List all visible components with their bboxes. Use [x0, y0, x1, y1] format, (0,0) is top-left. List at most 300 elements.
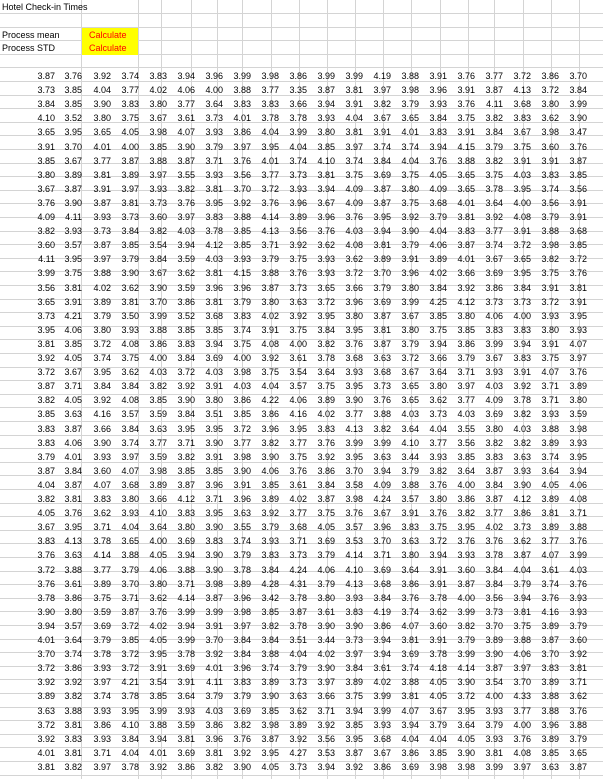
data-cell[interactable]: 3.88	[541, 424, 559, 434]
data-cell[interactable]: 3.98	[541, 127, 559, 137]
data-cell[interactable]: 3.64	[317, 367, 335, 377]
data-cell[interactable]: 3.94	[177, 71, 195, 81]
data-cell[interactable]: 3.82	[37, 494, 55, 504]
data-cell[interactable]: 3.87	[93, 240, 111, 250]
data-cell[interactable]: 3.71	[205, 494, 223, 504]
data-cell[interactable]: 3.99	[345, 71, 363, 81]
data-cell[interactable]: 3.73	[289, 677, 307, 687]
data-cell[interactable]: 3.68	[345, 353, 363, 363]
data-cell[interactable]: 3.85	[64, 99, 82, 109]
data-cell[interactable]: 4.31	[289, 579, 307, 589]
data-cell[interactable]: 4.02	[373, 677, 391, 687]
data-cell[interactable]: 3.77	[121, 85, 139, 95]
data-cell[interactable]: 3.56	[457, 438, 475, 448]
data-cell[interactable]: 3.85	[457, 325, 475, 335]
data-cell[interactable]: 4.13	[345, 424, 363, 434]
data-cell[interactable]: 3.99	[205, 607, 223, 617]
data-cell[interactable]: 3.79	[37, 452, 55, 462]
data-cell[interactable]: 3.56	[37, 283, 55, 293]
data-cell[interactable]: 3.87	[569, 762, 587, 772]
data-cell[interactable]: 3.82	[37, 226, 55, 236]
data-cell[interactable]: 3.76	[64, 71, 82, 81]
data-cell[interactable]: 3.76	[37, 198, 55, 208]
data-cell[interactable]: 3.69	[401, 649, 419, 659]
data-cell[interactable]: 3.92	[345, 762, 363, 772]
data-cell[interactable]: 3.81	[569, 663, 587, 673]
data-cell[interactable]: 3.86	[457, 494, 475, 504]
data-cell[interactable]: 3.77	[485, 508, 503, 518]
data-cell[interactable]: 3.90	[401, 226, 419, 236]
data-cell[interactable]: 4.04	[93, 85, 111, 95]
data-cell[interactable]: 3.70	[37, 649, 55, 659]
data-cell[interactable]: 4.05	[429, 677, 447, 687]
data-cell[interactable]: 3.80	[457, 311, 475, 321]
data-cell[interactable]: 3.82	[485, 113, 503, 123]
data-cell[interactable]: 3.56	[485, 593, 503, 603]
data-cell[interactable]: 3.91	[261, 325, 279, 335]
data-cell[interactable]: 3.67	[401, 367, 419, 377]
data-cell[interactable]: 3.85	[205, 466, 223, 476]
data-cell[interactable]: 3.91	[569, 198, 587, 208]
data-cell[interactable]: 4.15	[457, 142, 475, 152]
data-cell[interactable]: 3.92	[177, 381, 195, 391]
data-cell[interactable]: 3.84	[121, 381, 139, 391]
data-cell[interactable]: 3.85	[569, 170, 587, 180]
data-cell[interactable]: 3.97	[513, 663, 531, 673]
data-cell[interactable]: 3.72	[261, 184, 279, 194]
data-cell[interactable]: 3.78	[177, 649, 195, 659]
data-cell[interactable]: 3.80	[149, 579, 167, 589]
data-cell[interactable]: 3.82	[373, 99, 391, 109]
data-cell[interactable]: 3.83	[37, 536, 55, 546]
data-cell[interactable]: 3.86	[401, 748, 419, 758]
data-cell[interactable]: 3.83	[233, 311, 251, 321]
data-cell[interactable]: 3.80	[317, 127, 335, 137]
data-cell[interactable]: 3.69	[177, 663, 195, 673]
data-cell[interactable]: 4.03	[233, 381, 251, 391]
data-cell[interactable]: 3.86	[373, 621, 391, 631]
data-cell[interactable]: 3.70	[233, 184, 251, 194]
data-cell[interactable]: 3.66	[289, 99, 307, 109]
data-cell[interactable]: 3.93	[121, 508, 139, 518]
data-cell[interactable]: 3.94	[429, 142, 447, 152]
data-cell[interactable]: 3.70	[149, 297, 167, 307]
data-cell[interactable]: 3.86	[149, 339, 167, 349]
data-cell[interactable]: 3.82	[205, 762, 223, 772]
data-cell[interactable]: 3.65	[569, 748, 587, 758]
data-cell[interactable]: 3.91	[345, 99, 363, 109]
data-cell[interactable]: 3.73	[121, 212, 139, 222]
data-cell[interactable]: 4.07	[93, 480, 111, 490]
data-cell[interactable]: 3.82	[457, 508, 475, 518]
data-cell[interactable]: 3.81	[177, 734, 195, 744]
data-cell[interactable]: 3.67	[149, 268, 167, 278]
data-cell[interactable]: 3.92	[569, 649, 587, 659]
data-cell[interactable]: 3.86	[64, 663, 82, 673]
data-cell[interactable]: 3.94	[205, 339, 223, 349]
data-cell[interactable]: 3.63	[289, 297, 307, 307]
data-cell[interactable]: 3.90	[261, 452, 279, 462]
data-cell[interactable]: 3.81	[93, 170, 111, 180]
data-cell[interactable]: 4.01	[205, 663, 223, 673]
data-cell[interactable]: 4.09	[429, 184, 447, 194]
data-cell[interactable]: 4.06	[289, 395, 307, 405]
data-cell[interactable]: 3.88	[93, 268, 111, 278]
data-cell[interactable]: 3.90	[121, 268, 139, 278]
data-cell[interactable]: 3.72	[569, 254, 587, 264]
data-cell[interactable]: 3.99	[149, 311, 167, 321]
data-cell[interactable]: 3.90	[177, 395, 195, 405]
data-cell[interactable]: 3.99	[177, 635, 195, 645]
data-cell[interactable]: 3.92	[317, 452, 335, 462]
data-cell[interactable]: 3.87	[64, 480, 82, 490]
data-cell[interactable]: 3.67	[373, 113, 391, 123]
data-cell[interactable]: 3.99	[485, 339, 503, 349]
data-cell[interactable]: 3.69	[373, 565, 391, 575]
data-cell[interactable]: 3.70	[541, 649, 559, 659]
data-cell[interactable]: 3.78	[93, 536, 111, 546]
data-cell[interactable]: 3.75	[513, 142, 531, 152]
data-cell[interactable]: 3.79	[233, 691, 251, 701]
data-cell[interactable]: 3.96	[541, 720, 559, 730]
data-cell[interactable]: 3.67	[37, 184, 55, 194]
data-cell[interactable]: 3.88	[233, 212, 251, 222]
data-cell[interactable]: 3.74	[541, 579, 559, 589]
data-cell[interactable]: 3.77	[149, 438, 167, 448]
data-cell[interactable]: 3.95	[345, 452, 363, 462]
data-cell[interactable]: 3.68	[373, 579, 391, 589]
data-cell[interactable]: 3.85	[569, 240, 587, 250]
data-cell[interactable]: 3.81	[457, 212, 475, 222]
data-cell[interactable]: 3.91	[429, 579, 447, 589]
data-cell[interactable]: 3.87	[485, 494, 503, 504]
data-cell[interactable]: 3.96	[233, 494, 251, 504]
data-cell[interactable]: 3.64	[64, 635, 82, 645]
data-cell[interactable]: 3.73	[289, 550, 307, 560]
data-cell[interactable]: 4.04	[429, 424, 447, 434]
data-cell[interactable]: 3.56	[289, 226, 307, 236]
data-cell[interactable]: 3.67	[317, 198, 335, 208]
data-cell[interactable]: 3.97	[93, 762, 111, 772]
data-cell[interactable]: 3.73	[149, 198, 167, 208]
data-cell[interactable]: 3.72	[233, 424, 251, 434]
data-cell[interactable]: 3.79	[261, 254, 279, 264]
data-cell[interactable]: 3.79	[429, 212, 447, 222]
data-cell[interactable]: 3.92	[93, 71, 111, 81]
data-cell[interactable]: 3.66	[457, 268, 475, 278]
data-cell[interactable]: 3.62	[93, 508, 111, 518]
data-cell[interactable]: 4.06	[317, 565, 335, 575]
data-cell[interactable]: 3.91	[373, 127, 391, 137]
data-cell[interactable]: 3.83	[541, 663, 559, 673]
data-cell[interactable]: 3.91	[429, 71, 447, 81]
data-cell[interactable]: 3.90	[177, 142, 195, 152]
data-cell[interactable]: 3.80	[569, 395, 587, 405]
data-cell[interactable]: 3.98	[345, 494, 363, 504]
data-cell[interactable]: 4.03	[513, 424, 531, 434]
data-cell[interactable]: 3.60	[37, 240, 55, 250]
data-cell[interactable]: 3.77	[289, 438, 307, 448]
data-cell[interactable]: 3.63	[64, 409, 82, 419]
data-cell[interactable]: 3.70	[513, 677, 531, 687]
data-cell[interactable]: 3.99	[373, 706, 391, 716]
data-cell[interactable]: 3.81	[64, 494, 82, 504]
data-cell[interactable]: 3.98	[457, 762, 475, 772]
data-cell[interactable]: 3.80	[261, 297, 279, 307]
data-cell[interactable]: 3.81	[345, 85, 363, 95]
data-cell[interactable]: 3.85	[149, 142, 167, 152]
data-cell[interactable]: 3.83	[121, 99, 139, 109]
data-cell[interactable]: 3.68	[513, 99, 531, 109]
data-cell[interactable]: 4.03	[345, 226, 363, 236]
data-cell[interactable]: 3.80	[317, 593, 335, 603]
data-cell[interactable]: 3.79	[121, 254, 139, 264]
data-cell[interactable]: 3.93	[233, 254, 251, 264]
data-cell[interactable]: 3.84	[64, 466, 82, 476]
data-cell[interactable]: 3.67	[373, 748, 391, 758]
data-cell[interactable]: 3.47	[569, 127, 587, 137]
data-cell[interactable]: 3.81	[205, 268, 223, 278]
data-cell[interactable]: 3.64	[401, 424, 419, 434]
data-cell[interactable]: 4.08	[121, 395, 139, 405]
data-cell[interactable]: 3.53	[317, 748, 335, 758]
data-cell[interactable]: 3.77	[261, 170, 279, 180]
data-cell[interactable]: 3.82	[317, 339, 335, 349]
data-cell[interactable]: 3.99	[373, 438, 391, 448]
data-cell[interactable]: 3.35	[289, 85, 307, 95]
data-cell[interactable]: 3.78	[485, 550, 503, 560]
data-cell[interactable]: 4.03	[569, 565, 587, 575]
data-cell[interactable]: 3.68	[373, 367, 391, 377]
data-cell[interactable]: 3.74	[373, 142, 391, 152]
data-cell[interactable]: 4.08	[121, 339, 139, 349]
data-cell[interactable]: 4.01	[93, 142, 111, 152]
data-cell[interactable]: 3.88	[261, 268, 279, 278]
data-cell[interactable]: 3.79	[541, 212, 559, 222]
data-cell[interactable]: 3.93	[205, 170, 223, 180]
data-cell[interactable]: 3.71	[317, 706, 335, 716]
data-cell[interactable]: 3.81	[485, 748, 503, 758]
data-cell[interactable]: 3.95	[345, 381, 363, 391]
data-cell[interactable]: 3.71	[177, 579, 195, 589]
data-cell[interactable]: 3.75	[317, 508, 335, 518]
data-cell[interactable]: 3.85	[233, 226, 251, 236]
data-cell[interactable]: 3.91	[429, 635, 447, 645]
data-cell[interactable]: 3.65	[401, 381, 419, 391]
data-cell[interactable]: 4.04	[513, 565, 531, 575]
data-cell[interactable]: 3.84	[429, 113, 447, 123]
data-cell[interactable]: 3.60	[93, 466, 111, 476]
data-cell[interactable]: 3.87	[569, 156, 587, 166]
data-cell[interactable]: 3.79	[205, 691, 223, 701]
data-cell[interactable]: 3.76	[401, 593, 419, 603]
data-cell[interactable]: 3.72	[37, 367, 55, 377]
data-cell[interactable]: 3.93	[373, 720, 391, 730]
data-cell[interactable]: 4.27	[289, 748, 307, 758]
data-cell[interactable]: 3.98	[569, 424, 587, 434]
data-cell[interactable]: 3.91	[541, 156, 559, 166]
data-cell[interactable]: 3.88	[261, 649, 279, 659]
data-cell[interactable]: 3.87	[317, 85, 335, 95]
data-cell[interactable]: 3.91	[457, 85, 475, 95]
data-cell[interactable]: 3.95	[513, 184, 531, 194]
data-cell[interactable]: 3.97	[149, 170, 167, 180]
data-cell[interactable]: 3.90	[205, 550, 223, 560]
data-cell[interactable]: 3.69	[93, 621, 111, 631]
data-cell[interactable]: 3.88	[457, 156, 475, 166]
data-cell[interactable]: 4.07	[541, 367, 559, 377]
data-cell[interactable]: 3.89	[93, 297, 111, 307]
data-cell[interactable]: 3.98	[149, 466, 167, 476]
data-cell[interactable]: 3.63	[37, 706, 55, 716]
data-cell[interactable]: 4.14	[177, 593, 195, 603]
data-cell[interactable]: 4.05	[317, 522, 335, 532]
data-cell[interactable]: 3.76	[569, 706, 587, 716]
data-cell[interactable]: 3.65	[121, 536, 139, 546]
data-cell[interactable]: 3.76	[569, 268, 587, 278]
data-cell[interactable]: 3.62	[289, 706, 307, 716]
data-cell[interactable]: 4.08	[513, 212, 531, 222]
data-cell[interactable]: 3.64	[485, 198, 503, 208]
data-cell[interactable]: 3.90	[233, 762, 251, 772]
data-cell[interactable]: 4.13	[345, 579, 363, 589]
data-cell[interactable]: 3.77	[429, 438, 447, 448]
data-cell[interactable]: 3.81	[541, 508, 559, 518]
data-cell[interactable]: 3.95	[37, 325, 55, 335]
data-cell[interactable]: 3.82	[177, 184, 195, 194]
data-cell[interactable]: 3.87	[121, 156, 139, 166]
data-cell[interactable]: 4.06	[149, 565, 167, 575]
data-cell[interactable]: 3.85	[429, 748, 447, 758]
data-cell[interactable]: 3.73	[373, 381, 391, 391]
data-cell[interactable]: 3.63	[401, 536, 419, 546]
data-cell[interactable]: 3.73	[205, 113, 223, 123]
data-cell[interactable]: 3.53	[345, 536, 363, 546]
data-cell[interactable]: 3.84	[233, 635, 251, 645]
data-cell[interactable]: 3.95	[457, 522, 475, 532]
data-cell[interactable]: 3.86	[233, 127, 251, 137]
data-cell[interactable]: 3.93	[541, 409, 559, 419]
data-cell[interactable]: 3.69	[401, 762, 419, 772]
data-cell[interactable]: 3.97	[345, 649, 363, 659]
data-cell[interactable]: 4.14	[457, 663, 475, 673]
data-cell[interactable]: 3.93	[93, 663, 111, 673]
data-cell[interactable]: 4.02	[317, 409, 335, 419]
data-cell[interactable]: 4.05	[457, 734, 475, 744]
data-cell[interactable]: 3.66	[149, 494, 167, 504]
data-cell[interactable]: 4.01	[261, 156, 279, 166]
data-cell[interactable]: 3.69	[233, 706, 251, 716]
data-cell[interactable]: 4.02	[261, 311, 279, 321]
data-cell[interactable]: 3.99	[457, 649, 475, 659]
data-cell[interactable]: 3.61	[317, 607, 335, 617]
data-cell[interactable]: 3.83	[513, 325, 531, 335]
data-cell[interactable]: 3.93	[289, 184, 307, 194]
data-cell[interactable]: 3.79	[261, 522, 279, 532]
data-cell[interactable]: 3.92	[149, 762, 167, 772]
data-cell[interactable]: 3.55	[233, 522, 251, 532]
data-cell[interactable]: 3.93	[317, 113, 335, 123]
data-cell[interactable]: 3.42	[261, 593, 279, 603]
data-cell[interactable]: 3.61	[177, 113, 195, 123]
data-cell[interactable]: 3.76	[569, 536, 587, 546]
data-cell[interactable]: 3.96	[233, 593, 251, 603]
data-cell[interactable]: 4.07	[401, 706, 419, 716]
data-cell[interactable]: 3.93	[149, 184, 167, 194]
data-cell[interactable]: 3.87	[513, 550, 531, 560]
data-cell[interactable]: 4.03	[513, 170, 531, 180]
data-cell[interactable]: 3.88	[149, 325, 167, 335]
data-cell[interactable]: 3.93	[345, 593, 363, 603]
data-cell[interactable]: 3.84	[317, 480, 335, 490]
data-cell[interactable]: 3.94	[429, 550, 447, 560]
data-cell[interactable]: 3.94	[317, 762, 335, 772]
data-cell[interactable]: 4.09	[345, 184, 363, 194]
data-cell[interactable]: 3.63	[289, 691, 307, 701]
data-cell[interactable]: 3.88	[541, 226, 559, 236]
data-cell[interactable]: 3.85	[429, 311, 447, 321]
data-cell[interactable]: 3.81	[64, 283, 82, 293]
data-cell[interactable]: 3.69	[485, 268, 503, 278]
data-cell[interactable]: 3.75	[429, 325, 447, 335]
data-cell[interactable]: 3.62	[569, 691, 587, 701]
data-cell[interactable]: 3.68	[373, 734, 391, 744]
data-cell[interactable]: 3.65	[401, 113, 419, 123]
data-cell[interactable]: 3.68	[205, 311, 223, 321]
data-cell[interactable]: 3.76	[64, 508, 82, 518]
data-cell[interactable]: 3.92	[485, 212, 503, 222]
data-cell[interactable]: 4.12	[177, 494, 195, 504]
data-cell[interactable]: 3.81	[37, 339, 55, 349]
data-cell[interactable]: 3.89	[149, 480, 167, 490]
data-cell[interactable]: 4.06	[177, 85, 195, 95]
data-cell[interactable]: 3.66	[429, 353, 447, 363]
data-cell[interactable]: 3.74	[289, 156, 307, 166]
data-cell[interactable]: 3.96	[317, 212, 335, 222]
data-cell[interactable]: 3.83	[261, 99, 279, 109]
data-cell[interactable]: 3.78	[429, 593, 447, 603]
data-cell[interactable]: 4.00	[513, 198, 531, 208]
data-cell[interactable]: 3.52	[177, 311, 195, 321]
data-cell[interactable]: 3.92	[233, 198, 251, 208]
data-cell[interactable]: 3.67	[64, 156, 82, 166]
data-cell[interactable]: 3.72	[401, 353, 419, 363]
data-cell[interactable]: 3.99	[177, 607, 195, 617]
data-cell[interactable]: 3.74	[401, 663, 419, 673]
data-cell[interactable]: 3.99	[569, 99, 587, 109]
data-cell[interactable]: 3.72	[457, 691, 475, 701]
data-cell[interactable]: 3.89	[541, 494, 559, 504]
data-cell[interactable]: 4.09	[345, 198, 363, 208]
data-cell[interactable]: 3.87	[317, 494, 335, 504]
data-cell[interactable]: 3.72	[121, 649, 139, 659]
data-cell[interactable]: 3.89	[64, 170, 82, 180]
data-cell[interactable]: 4.06	[485, 311, 503, 321]
data-cell[interactable]: 3.94	[513, 339, 531, 349]
data-cell[interactable]: 3.85	[541, 748, 559, 758]
data-cell[interactable]: 3.87	[93, 198, 111, 208]
data-cell[interactable]: 4.02	[317, 649, 335, 659]
data-cell[interactable]: 3.95	[205, 424, 223, 434]
data-cell[interactable]: 3.79	[429, 720, 447, 730]
data-cell[interactable]: 3.72	[177, 367, 195, 377]
data-cell[interactable]: 3.73	[37, 85, 55, 95]
data-cell[interactable]: 3.82	[261, 438, 279, 448]
data-cell[interactable]: 4.00	[457, 480, 475, 490]
data-cell[interactable]: 3.97	[93, 254, 111, 264]
data-cell[interactable]: 3.74	[261, 663, 279, 673]
data-cell[interactable]: 3.99	[149, 706, 167, 716]
